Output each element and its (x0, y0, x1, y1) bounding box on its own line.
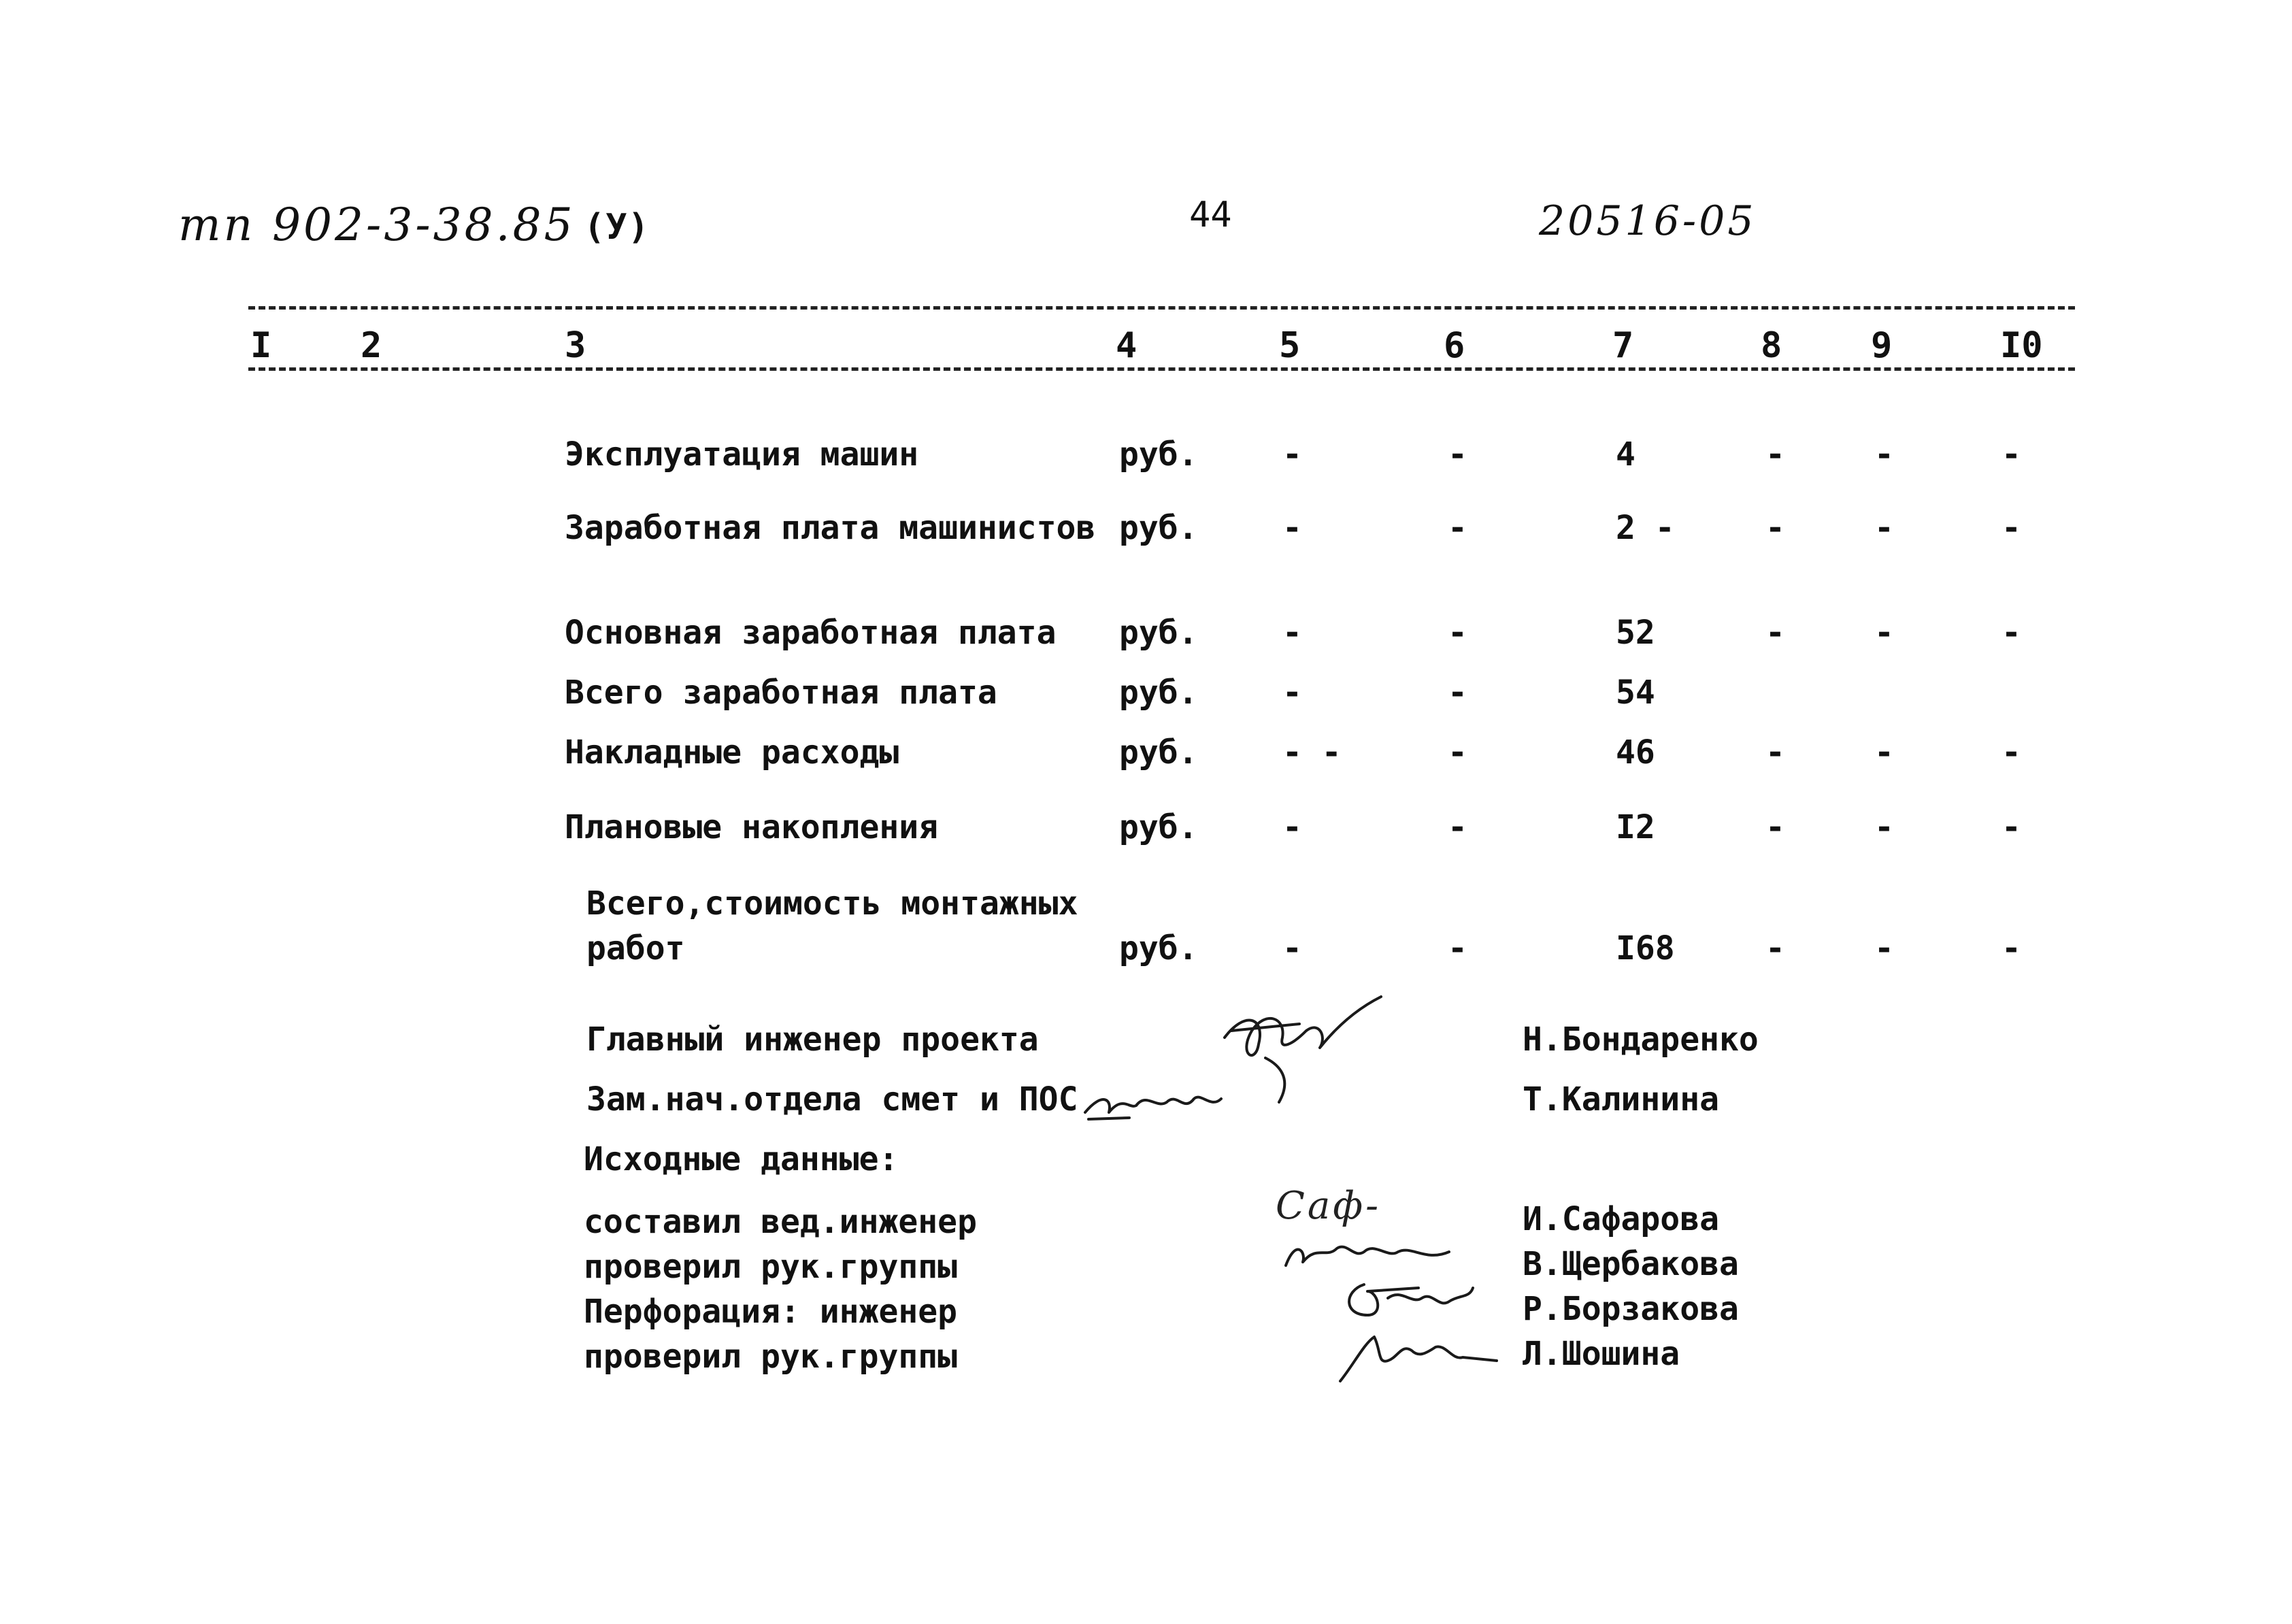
row-c7: I68 (1616, 929, 1675, 967)
row-c9: - (1874, 614, 1894, 652)
row-unit: руб. (1119, 808, 1198, 846)
row-name: Эксплуатация машин (565, 435, 919, 474)
row-unit: руб. (1119, 929, 1198, 967)
row-c10: - (2002, 614, 2021, 652)
col-header-1: I (250, 325, 272, 366)
chief-engineer-role: Главный инженер проекта (586, 1021, 1039, 1059)
row-c9: - (1874, 733, 1894, 772)
col-header-7: 7 (1612, 325, 1634, 366)
checked2-role: проверил рук.группы (584, 1338, 958, 1376)
checked1-role: проверил рук.группы (584, 1248, 958, 1286)
checked1-name: В.Щербакова (1523, 1245, 1739, 1283)
row-c7: 54 (1616, 674, 1655, 712)
col-header-4: 4 (1116, 325, 1137, 366)
row-c6: - (1448, 509, 1467, 547)
row-c6: - (1448, 929, 1467, 967)
header-rule-bottom (248, 367, 2075, 371)
col-header-10: I0 (2000, 325, 2043, 366)
deputy-head-name: Т.Калинина (1523, 1080, 1719, 1118)
col-header-2: 2 (361, 325, 382, 366)
row-c8: - (1765, 808, 1785, 846)
page-number: 44 (1189, 195, 1232, 235)
deputy-head-role: Зам.нач.отдела смет и ПОС (586, 1080, 1078, 1118)
row-name: Основная заработная плата (565, 614, 1057, 652)
signature-shcherbakova (1279, 1231, 1456, 1272)
row-name-line2: работ (586, 929, 685, 967)
row-c7: 4 (1616, 435, 1635, 474)
perforation-name: Р.Борзакова (1523, 1290, 1739, 1328)
signature-safarova-text: Саф- (1276, 1184, 1381, 1228)
signature-deputy-head (1082, 1078, 1231, 1126)
row-c9: - (1874, 808, 1894, 846)
col-header-3: 3 (565, 325, 586, 366)
signature-chief-engineer (1218, 990, 1395, 1106)
compiled-role: составил вед.инженер (584, 1203, 977, 1241)
row-c10: - (2002, 808, 2021, 846)
col-header-6: 6 (1444, 325, 1465, 366)
row-name-line1: Всего,стоимость монтажных (586, 884, 1078, 923)
doc-code: тп 902-3-38.85 (178, 199, 576, 251)
row-c7: 46 (1616, 733, 1655, 772)
row-c6: - (1448, 614, 1467, 652)
row-c5: - (1282, 509, 1302, 547)
row-c8: - (1765, 929, 1785, 967)
row-c10: - (2002, 733, 2021, 772)
row-c8: - (1765, 509, 1785, 547)
row-c8: - (1765, 614, 1785, 652)
row-c10: - (2002, 509, 2021, 547)
row-c9: - (1874, 929, 1894, 967)
row-c6: - (1448, 733, 1467, 772)
row-c5: - - (1282, 733, 1342, 772)
compiled-name: И.Сафарова (1523, 1200, 1719, 1238)
row-c8: - (1765, 435, 1785, 474)
row-c5: - (1282, 929, 1302, 967)
row-c7: 52 (1616, 614, 1655, 652)
row-c5: - (1282, 614, 1302, 652)
row-unit: руб. (1119, 509, 1198, 547)
row-c7: 2 - (1616, 509, 1675, 547)
row-c5: - (1282, 435, 1302, 474)
signature-shoshina (1337, 1323, 1500, 1385)
row-name: Заработная плата машинистов (565, 509, 1096, 547)
row-name: Плановые накопления (565, 808, 939, 846)
row-c6: - (1448, 674, 1467, 712)
inventory-number: 20516-05 (1539, 197, 1757, 245)
checked2-name: Л.Шошина (1523, 1335, 1680, 1373)
row-unit: руб. (1119, 674, 1198, 712)
row-c9: - (1874, 435, 1894, 474)
row-name: Накладные расходы (565, 733, 899, 772)
row-c9: - (1874, 509, 1894, 547)
row-unit: руб. (1119, 733, 1198, 772)
header-rule-top (248, 306, 2075, 310)
col-header-5: 5 (1279, 325, 1301, 366)
row-c10: - (2002, 929, 2021, 967)
col-header-9: 9 (1871, 325, 1893, 366)
col-header-8: 8 (1761, 325, 1782, 366)
row-c8: - (1765, 733, 1785, 772)
row-unit: руб. (1119, 435, 1198, 474)
source-data-label: Исходные данные: (584, 1140, 899, 1178)
row-unit: руб. (1119, 614, 1198, 652)
row-c6: - (1448, 808, 1467, 846)
signature-borzakova (1337, 1271, 1480, 1325)
row-c7: I2 (1616, 808, 1655, 846)
perforation-role: Перфорация: инженер (584, 1293, 958, 1331)
row-name: Всего заработная плата (565, 674, 997, 712)
row-c5: - (1282, 674, 1302, 712)
row-c10: - (2002, 435, 2021, 474)
doc-mark: (У) (584, 207, 650, 248)
chief-engineer-name: Н.Бондаренко (1523, 1021, 1759, 1059)
row-c6: - (1448, 435, 1467, 474)
row-c5: - (1282, 808, 1302, 846)
